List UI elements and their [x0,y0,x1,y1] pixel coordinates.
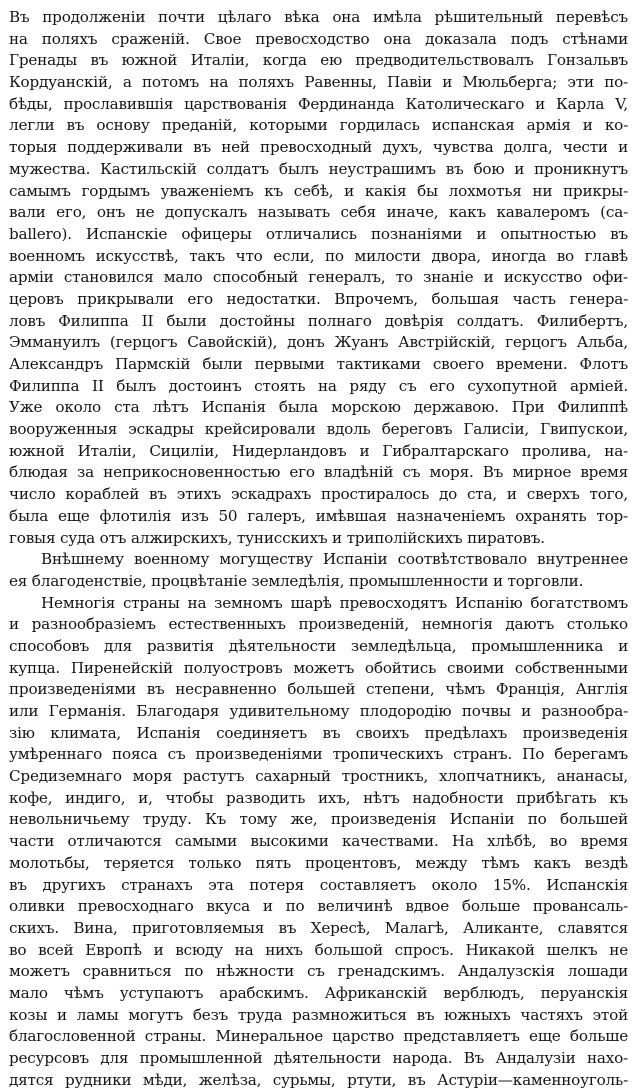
text-line: произведеніями въ несравненно большей степени, чѣмъ Франція, Англія [9,680,628,699]
text-line: говыя суда отъ алжирскихъ, тунисскихъ и триполійскихъ пиратовъ. [9,528,545,547]
text-line: части отличаются самыми высокими качествами. На хлѣбѣ, во время [9,832,628,851]
paragraph-natural-wealth [9,593,628,1091]
text-line: вали его, онъ не допускалъ называть себя иначе, какъ кавалеромъ (ca- [9,203,628,222]
text-line: Въ продолженіи почти цѣлаго вѣка она имѣла рѣшительный перевѣсъ [9,8,628,26]
text-line: ресурсовъ для промышленной дѣятельности народа. Въ Андалузіи нахо- [9,1049,628,1067]
text-line: Филиппа II былъ достоинъ стоять на ряду съ его сухопутной арміей. [9,376,628,395]
text-line: Уже около ста лѣтъ Испанія была морскою державою. При Филиппѣ [9,398,628,417]
text-line: блюдая за неприкосновенностью его владѣній съ моря. Въ мирное время [9,463,628,482]
text-line: оливки превосходнаго вкуса и по величинѣ вдвое больше провансаль- [9,897,628,916]
text-line: военномъ искусствѣ, такъ что если, по милости двора, иногда во главѣ [9,246,628,265]
text-line: зію климата, Испанія соединяетъ въ своихъ предѣлахъ произведенія [9,723,628,742]
paragraph-military-history [9,7,628,549]
text-line: арміи становился мало способный генералъ, то знаніе и искусство офи- [9,268,628,287]
text-line: Средиземнаго моря растутъ сахарный тростникъ, хлопчатникъ, ананасы, [9,767,628,786]
paragraph-prosperity [9,549,628,592]
text-line: или Германія. Благодаря удивительному плодородію почвы и разнообра- [9,702,628,720]
text-line: легли въ основу преданій, которыми гордилась испанская армія и ко- [9,116,628,135]
text-line: кофе, индиго, и, чтобы разводить ихъ, нѣтъ надобности прибѣгать къ [9,788,628,807]
text-line: бѣды, прославившія царствованія Фердинанда Католическаго и Карла V, [9,94,628,113]
text-line: была еще флотилія изъ 50 галеръ, имѣвшая назначеніемъ охранять тор- [9,506,628,525]
text-line: молотьбы, теряется только пять процентовъ, между тѣмъ какъ вездѣ [9,853,628,872]
text-line: Александръ Пармскій были первыми тактиками своего времени. Флотъ [9,355,628,373]
text-line: Немногія страны на земномъ шарѣ превосходятъ Испанію богатствомъ [41,593,628,612]
text-line: Эммануилъ (герцогъ Савойскій), донъ Жуанъ Австрійскій, герцогъ Альба, [9,333,628,352]
text-line: южной Италіи, Сициліи, Нидерландовъ и Гибралтарскаго пролива, на- [9,441,628,460]
text-line: купца. Пиренейскій полуостровъ можетъ обойтись своими собственными [9,658,628,677]
text-line: ея благоденствіе, процвѣтаніе земледѣлія, промышленности и торговли. [9,571,584,590]
text-line: въ другихъ странахъ эта потеря составляетъ около 15%. Испанскія [9,875,628,894]
text-line: мужества. Кастильскій солдатъ былъ неустрашимъ въ бою и проникнутъ [9,159,628,178]
text-line: церовъ прикрывали его недостатки. Впрочемъ, большая часть генера- [9,289,628,308]
text-line: ballero). Испанскіе офицеры отличались познаніями и опытностью въ [9,224,628,243]
text-line: умѣреннаго пояса съ произведеніями тропическихъ странъ. По берегамъ [9,745,628,764]
text-line: мало чѣмъ уступаютъ арабскимъ. Африканскій верблюдъ, перуанскія [9,983,628,1002]
text-line: число кораблей въ этихъ эскадрахъ простиралось до ста, и сверхъ того, [9,485,628,504]
text-line: торыя поддерживали въ ней превосходный духъ, чувства долга, чести и [9,138,628,157]
text-line: во всей Европѣ и всюду на нихъ большой спросъ. Никакой шелкъ не [9,940,628,959]
text-line: скихъ. Вина, приготовляемыя въ Хересѣ, Малагѣ, Аликанте, славятся [9,918,628,937]
text-line: козы и ламы могутъ безъ труда размножиться въ южныхъ частяхъ этой [9,1005,628,1024]
text-line: Внѣшнему военному могуществу Испаніи соотвѣтствовало внутреннее [41,550,628,569]
text-line: самымъ гордымъ уваженіемъ къ себѣ, и какія бы лохмотья ни прикры- [9,181,628,200]
text-line: невольничьему труду. Къ тому же, произведенія Испаніи по большей [9,810,628,829]
text-line: вооруженныя эскадры крейсировали вдоль береговъ Галисіи, Гвипускои, [9,420,628,439]
text-line: Кордуанскій, а потомъ на поляхъ Равенны, Павіи и Мюльберга; эти по- [9,73,628,92]
text-line: ловъ Филиппа II были достойны полнаго довѣрія солдатъ. Филибертъ, [9,311,628,330]
text-line: способовъ для развитія дѣятельности земледѣльца, промышленника и [9,636,628,655]
text-line: и разнообразіемъ естественныхъ произведеній, немногія даютъ столько [9,615,628,634]
text-line: дятся рудники мѣди, желѣза, сурьмы, ртути, въ Астуріи—каменноуголь- [9,1070,628,1089]
text-line: благословенной страны. Минеральное царство представляетъ еще больше [9,1027,628,1046]
text-line: можетъ сравниться по нѣжности съ гренадскимъ. Андалузскія лошади [9,962,628,981]
text-line: Гренады въ южной Италіи, когда ею предводительствовалъ Гонзальвъ [9,51,628,70]
text-line: на поляхъ сраженій. Свое превосходство она доказала подъ стѣнами [9,29,628,48]
